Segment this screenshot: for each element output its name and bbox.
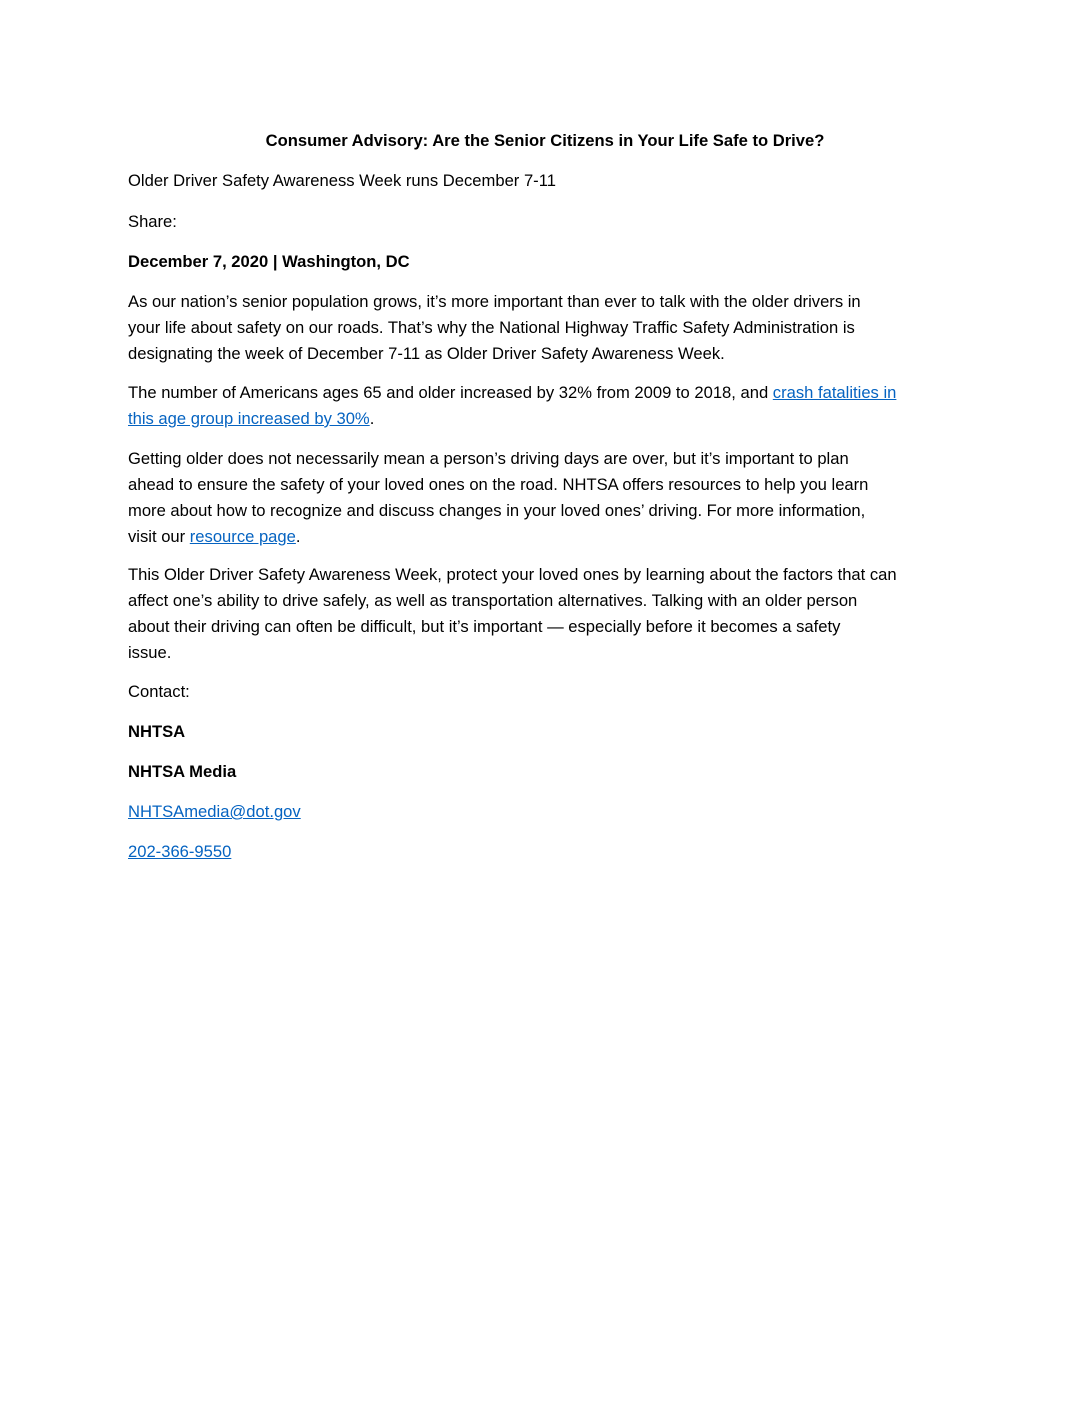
paragraph-3-line: Getting older does not necessarily mean a person’s driving days are over, but it’s important to plan (128, 449, 849, 468)
paragraph-4-line: This Older Driver Safety Awareness Week, protect your loved ones by learning about the factors that can (128, 565, 897, 584)
share-label: Share: (128, 212, 177, 231)
contact-phone-link[interactable]: 202-366-9550 (128, 842, 232, 861)
paragraph-3-line: more about how to recognize and discuss changes in your loved ones’ driving. For more information, (128, 501, 866, 520)
dateline: December 7, 2020 | Washington, DC (128, 252, 410, 271)
crash-fatalities-link[interactable]: crash fatalities in (772, 383, 897, 402)
contact-email-link[interactable]: NHTSAmedia@dot.gov (128, 802, 301, 821)
paragraph-4 (128, 562, 962, 666)
paragraph-1-line: your life about safety on our roads. That’s why the National Highway Traffic Safety Administration is (128, 318, 855, 337)
contact-email (128, 799, 962, 825)
document-title: Consumer Advisory: Are the Senior Citizens in Your Life Safe to Drive? (265, 131, 825, 150)
paragraph-3-text: visit our (128, 527, 190, 546)
paragraph-3-period: . (295, 527, 301, 546)
paragraph-1-line: designating the week of December 7-11 as Older Driver Safety Awareness Week. (128, 344, 725, 363)
paragraph-2-line (128, 406, 962, 432)
paragraph-3-line (128, 524, 962, 550)
paragraph-1-line: As our nation’s senior population grows, it’s more important than ever to talk with the older drivers in (128, 292, 861, 311)
contact-label: Contact: (128, 682, 190, 701)
crash-fatalities-link-continued[interactable]: this age group increased by 30% (128, 409, 370, 428)
paragraph-3-line: ahead to ensure the safety of your loved ones on the road. NHTSA offers resources to help you learn (128, 475, 869, 494)
paragraph-2-line (128, 380, 962, 406)
paragraph-2-period: . (369, 409, 375, 428)
resource-page-link[interactable]: resource page (189, 527, 296, 546)
paragraph-2-text: The number of Americans ages 65 and older increased by 32% from 2009 to 2018, and (128, 383, 773, 402)
paragraph-4-line: issue. (128, 643, 172, 662)
paragraph-3 (128, 446, 962, 550)
paragraph-2 (128, 380, 962, 432)
contact-name: NHTSA Media (128, 762, 237, 781)
paragraph-1 (128, 289, 962, 367)
subtitle: Older Driver Safety Awareness Week runs December 7-11 (128, 171, 556, 190)
contact-phone (128, 839, 962, 865)
contact-org: NHTSA (128, 722, 186, 741)
paragraph-4-line: affect one’s ability to drive safely, as well as transportation alternatives. Talking with an older person (128, 591, 858, 610)
paragraph-4-line: about their driving can often be difficult, but it’s important — especially before it becomes a safety (128, 617, 841, 636)
